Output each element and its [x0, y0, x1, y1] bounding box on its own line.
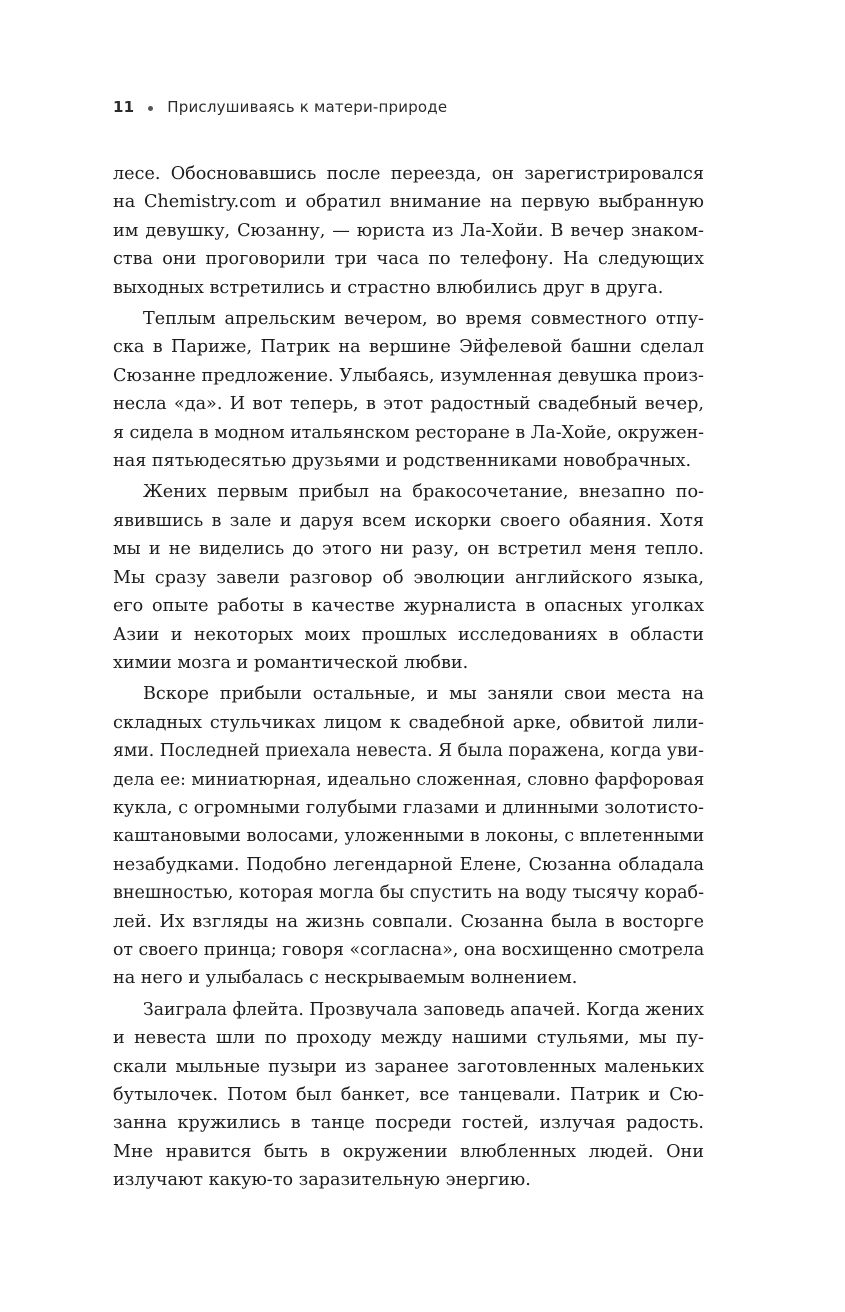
- running-header: [113, 98, 447, 116]
- text-line: складных стульчиках лицом к свадебной арке, обвитой лили-: [113, 712, 704, 733]
- text-line: мы и не виделись до этого ни разу, он встретил меня тепло.: [113, 539, 704, 560]
- text-line: ства они проговорили три часа по телефону. На следующих: [113, 249, 704, 270]
- text-line: явившись в зале и даруя всем искорки своего обаяния. Хотя: [113, 510, 704, 531]
- text-line: я сидела в модном итальянском ресторане в Ла-Хойе, окружен-: [113, 422, 704, 443]
- text-line: Сюзанне предложение. Улыбаясь, изумленная девушка произ-: [113, 365, 704, 386]
- paragraph-5: [113, 996, 704, 1195]
- text-line: его опыте работы в качестве журналиста в опасных уголках: [113, 596, 704, 617]
- text-line: им девушку, Сюзанну, — юриста из Ла-Хойи. В вечер знаком-: [113, 220, 704, 241]
- text-line: скали мыльные пузыри из заранее заготовленных маленьких: [113, 1056, 704, 1077]
- text-line: каштановыми волосами, уложенными в локоны, с вплетенными: [113, 826, 705, 847]
- paragraph-1: [113, 160, 704, 302]
- paragraph-4: [113, 680, 704, 992]
- text-line: ска в Париже, Патрик на вершине Эйфелевой башни сделал: [113, 337, 704, 358]
- text-line: лей. Их взгляды на жизнь совпали. Сюзанна была в восторге: [113, 911, 704, 932]
- text-line: ная пятьюдесятью друзьями и родственниками новобрачных.: [113, 451, 692, 472]
- body-text: [113, 160, 704, 1195]
- text-line: выходных встретились и страстно влюбились друг в друга.: [113, 277, 664, 298]
- text-line: Заиграла флейта. Прозвучала заповедь апачей. Когда жених: [143, 999, 704, 1020]
- text-line: Вскоре прибыли остальные, и мы заняли свои места на: [143, 684, 704, 705]
- text-line: Мне нравится быть в окружении влюбленных людей. Они: [113, 1141, 704, 1162]
- text-line: внешностью, которая могла бы спустить на воду тысячу кораб-: [113, 883, 704, 904]
- text-line: Мы сразу завели разговор об эволюции английского языка,: [113, 567, 704, 588]
- text-line: ями. Последней приехала невеста. Я была поражена, когда уви-: [113, 741, 704, 762]
- text-line: лесе. Обосновавшись после переезда, он зарегистрировался: [113, 164, 704, 184]
- paragraph-3: [113, 478, 704, 677]
- paragraph-2: [113, 305, 704, 475]
- text-line: Теплым апрельским вечером, во время совместного отпу-: [143, 309, 704, 330]
- text-line: излучают какую-то заразительную энергию.: [113, 1170, 531, 1191]
- text-line: на Chemistry.com и обратил внимание на первую выбранную: [113, 192, 704, 213]
- page-number: 11: [113, 98, 135, 116]
- text-line: от своего принца; говоря «согласна», она восхищенно смотрела: [113, 939, 705, 960]
- text-line: бутылочек. Потом был банкет, все танцевали. Патрик и Сю-: [113, 1085, 704, 1105]
- text-line: несла «да». И вот теперь, в этот радостный свадебный вечер,: [113, 394, 704, 415]
- bullet-dot-icon: [148, 106, 153, 111]
- chapter-title: Прислушиваясь к матери-природе: [167, 98, 448, 116]
- text-line: на него и улыбалась с нескрываемым волнением.: [113, 968, 578, 989]
- text-line: Жених первым прибыл на бракосочетание, внезапно по-: [143, 482, 704, 503]
- text-line: кукла, с огромными голубыми глазами и длинными золотисто-: [113, 797, 704, 818]
- text-line: незабудками. Подобно легендарной Елене, Сюзанна обладала: [113, 854, 704, 875]
- text-line: Азии и некоторых моих прошлых исследованиях в области: [113, 624, 704, 645]
- text-line: занна кружились в танце посреди гостей, излучая радость.: [113, 1113, 704, 1134]
- text-line: дела ее: миниатюрная, идеально сложенная, словно фарфоровая: [113, 769, 705, 790]
- text-line: химии мозга и романтической любви.: [113, 652, 469, 673]
- text-line: и невеста шли по проходу между нашими стульями, мы пу-: [113, 1028, 704, 1049]
